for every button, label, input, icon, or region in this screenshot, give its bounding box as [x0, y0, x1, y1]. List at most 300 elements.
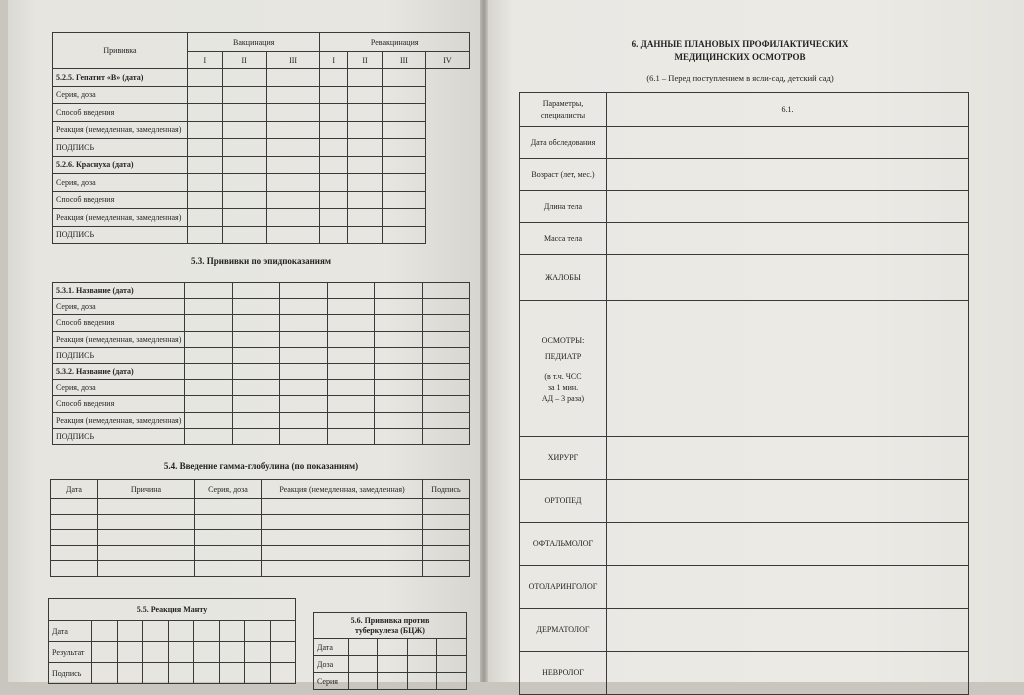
exam-row-label: Возраст (лет, мес.)	[520, 159, 607, 191]
row-label: Реакция (немедленная, замедленная)	[53, 412, 185, 428]
form-cell[interactable]	[232, 428, 279, 444]
form-cell[interactable]	[378, 656, 407, 673]
form-cell[interactable]	[188, 139, 223, 157]
form-cell[interactable]	[422, 428, 469, 444]
form-cell[interactable]	[51, 530, 98, 546]
form-cell[interactable]	[232, 396, 279, 412]
form-cell[interactable]	[194, 621, 220, 642]
form-cell[interactable]	[375, 412, 422, 428]
form-cell[interactable]	[327, 428, 374, 444]
form-row	[53, 174, 470, 192]
form-cell[interactable]	[245, 621, 271, 642]
form-cell[interactable]	[98, 545, 195, 561]
row-label: Результат	[49, 642, 92, 663]
form-cell[interactable]	[378, 673, 407, 690]
form-cell[interactable]	[375, 299, 422, 315]
gamma-header: Реакция (немедленная, замедленная)	[262, 480, 423, 499]
gamma-rows	[51, 499, 470, 577]
form-cell[interactable]	[188, 226, 223, 244]
form-cell[interactable]	[320, 139, 348, 157]
form-cell[interactable]	[348, 174, 383, 192]
form-row	[53, 396, 470, 412]
form-cell[interactable]	[117, 663, 143, 684]
form-cell[interactable]	[375, 428, 422, 444]
form-cell[interactable]	[423, 530, 470, 546]
form-cell[interactable]	[280, 347, 327, 363]
revac-col: I	[320, 52, 348, 69]
form-row	[53, 104, 470, 122]
form-cell[interactable]	[437, 656, 467, 673]
header-privivka: Прививка	[53, 33, 188, 69]
form-cell[interactable]	[266, 226, 320, 244]
exam-cell[interactable]	[607, 437, 969, 480]
specialist-label: ДЕРМАТОЛОГ	[520, 609, 607, 652]
form-row	[314, 673, 467, 690]
form-cell[interactable]	[219, 642, 245, 663]
form-cell[interactable]	[280, 315, 327, 331]
form-row	[53, 428, 470, 444]
form-cell[interactable]	[348, 121, 383, 139]
specialist-label: ХИРУРГ	[520, 437, 607, 480]
osmotry-line: АД – 3 раза)	[541, 394, 585, 403]
form-cell[interactable]	[51, 561, 98, 577]
form-cell[interactable]	[98, 530, 195, 546]
form-cell[interactable]	[375, 315, 422, 331]
form-cell[interactable]	[222, 139, 266, 157]
exam-cell[interactable]	[607, 566, 969, 609]
form-cell[interactable]	[320, 156, 348, 174]
form-cell[interactable]	[92, 663, 118, 684]
form-cell[interactable]	[375, 347, 422, 363]
form-cell[interactable]	[422, 363, 469, 379]
form-cell[interactable]	[188, 121, 223, 139]
form-cell[interactable]	[232, 412, 279, 428]
form-cell[interactable]	[222, 191, 266, 209]
form-cell[interactable]	[232, 363, 279, 379]
row-label: Способ введения	[53, 191, 188, 209]
form-cell[interactable]	[266, 104, 320, 122]
row-label: Способ введения	[53, 396, 185, 412]
header-params: Параметры, специалисты	[520, 93, 607, 127]
form-row	[53, 412, 470, 428]
form-row	[53, 139, 470, 157]
form-row	[53, 209, 470, 227]
form-row	[51, 545, 470, 561]
form-cell[interactable]	[348, 226, 383, 244]
form-cell[interactable]	[280, 299, 327, 315]
form-row	[53, 283, 470, 299]
form-row	[53, 299, 470, 315]
form-cell[interactable]	[423, 545, 470, 561]
gamma-header: Причина	[98, 480, 195, 499]
form-cell[interactable]	[320, 191, 348, 209]
row-label: 5.3.1. Название (дата)	[53, 283, 185, 299]
form-cell[interactable]	[327, 299, 374, 315]
bcg-title-line1: 5.6. Прививка против	[350, 615, 430, 625]
form-cell[interactable]	[188, 191, 223, 209]
row-label: ПОДПИСЬ	[53, 428, 185, 444]
form-row	[314, 639, 467, 656]
form-cell[interactable]	[383, 191, 426, 209]
row-label: Серия, доза	[53, 299, 185, 315]
form-cell[interactable]	[280, 412, 327, 428]
form-cell[interactable]	[407, 673, 436, 690]
form-cell[interactable]	[245, 642, 271, 663]
form-cell[interactable]	[422, 315, 469, 331]
form-cell[interactable]	[262, 530, 423, 546]
form-cell[interactable]	[185, 347, 232, 363]
form-cell[interactable]	[348, 104, 383, 122]
form-cell[interactable]	[195, 545, 262, 561]
row-label: Реакция (немедленная, замедленная)	[53, 121, 188, 139]
form-cell[interactable]	[280, 396, 327, 412]
osmotry-line: ПЕДИАТР	[544, 352, 582, 361]
form-cell[interactable]	[232, 380, 279, 396]
form-cell[interactable]	[422, 331, 469, 347]
form-cell[interactable]	[98, 561, 195, 577]
exam-row-label: Длина тела	[520, 191, 607, 223]
revac-col: IV	[425, 52, 469, 69]
form-cell[interactable]	[262, 499, 423, 515]
form-cell[interactable]	[383, 104, 426, 122]
form-cell[interactable]	[266, 139, 320, 157]
form-cell[interactable]	[232, 299, 279, 315]
epid-title: 5.3. Прививки по эпидпоказаниям	[191, 256, 331, 266]
form-cell[interactable]	[185, 299, 232, 315]
form-cell[interactable]	[232, 347, 279, 363]
form-cell[interactable]	[117, 642, 143, 663]
form-row	[49, 621, 296, 642]
form-cell[interactable]	[185, 363, 232, 379]
exam-cell[interactable]	[607, 223, 969, 255]
form-cell[interactable]	[232, 331, 279, 347]
row-label: Способ введения	[53, 315, 185, 331]
specialist-label: ОРТОПЕД	[520, 480, 607, 523]
form-cell[interactable]	[222, 174, 266, 192]
form-cell[interactable]	[143, 642, 169, 663]
form-cell[interactable]	[327, 412, 374, 428]
form-cell[interactable]	[349, 639, 378, 656]
row-label: 5.2.5. Гепатит «В» (дата)	[53, 69, 188, 87]
row-label: ПОДПИСЬ	[53, 347, 185, 363]
form-cell[interactable]	[270, 663, 296, 684]
row-label: Реакция (немедленная, замедленная)	[53, 209, 188, 227]
form-row	[53, 69, 470, 87]
form-cell[interactable]	[320, 121, 348, 139]
revac-col: II	[348, 52, 383, 69]
gamma-header: Дата	[51, 480, 98, 499]
form-cell[interactable]	[188, 104, 223, 122]
epid-table	[52, 282, 470, 445]
form-cell[interactable]	[262, 545, 423, 561]
form-cell[interactable]	[92, 621, 118, 642]
form-cell[interactable]	[219, 663, 245, 684]
exam-cell[interactable]	[607, 523, 969, 566]
right-subtitle: (6.1 – Перед поступлением в ясли-сад, детский сад)	[646, 73, 834, 83]
exam-cell[interactable]	[607, 609, 969, 652]
form-cell[interactable]	[188, 174, 223, 192]
form-cell[interactable]	[222, 209, 266, 227]
form-cell[interactable]	[222, 86, 266, 104]
form-cell[interactable]	[280, 428, 327, 444]
row-label: ПОДПИСЬ	[53, 139, 188, 157]
row-label: Серия, доза	[53, 86, 188, 104]
row-label: Дата	[314, 639, 349, 656]
form-cell[interactable]	[348, 209, 383, 227]
form-cell[interactable]	[266, 86, 320, 104]
row-label: Способ введения	[53, 104, 188, 122]
form-cell[interactable]	[185, 428, 232, 444]
form-cell[interactable]	[232, 283, 279, 299]
form-cell[interactable]	[195, 530, 262, 546]
row-label: Дата	[49, 621, 92, 642]
form-cell[interactable]	[327, 283, 374, 299]
form-cell[interactable]	[383, 174, 426, 192]
form-cell[interactable]	[143, 663, 169, 684]
form-row	[314, 656, 467, 673]
form-cell[interactable]	[185, 331, 232, 347]
form-row	[51, 499, 470, 515]
form-cell[interactable]	[375, 396, 422, 412]
form-cell[interactable]	[51, 499, 98, 515]
form-row	[51, 514, 470, 530]
form-row	[53, 226, 470, 244]
form-cell[interactable]	[423, 514, 470, 530]
form-cell[interactable]	[320, 209, 348, 227]
exam-row-label: ЖАЛОБЫ	[520, 255, 607, 301]
form-row	[51, 561, 470, 577]
epid-rows	[53, 283, 470, 445]
form-cell[interactable]	[327, 331, 374, 347]
form-cell[interactable]	[327, 396, 374, 412]
form-cell[interactable]	[320, 226, 348, 244]
form-cell[interactable]	[422, 396, 469, 412]
form-cell[interactable]	[422, 412, 469, 428]
form-cell[interactable]	[348, 191, 383, 209]
form-cell[interactable]	[327, 363, 374, 379]
form-row	[53, 121, 470, 139]
form-cell[interactable]	[280, 363, 327, 379]
form-cell[interactable]	[280, 283, 327, 299]
form-cell[interactable]	[422, 299, 469, 315]
form-cell[interactable]	[266, 174, 320, 192]
mantu-title: 5.5. Реакция Манту	[49, 599, 296, 621]
form-cell[interactable]	[280, 331, 327, 347]
form-cell[interactable]	[266, 156, 320, 174]
form-row	[49, 642, 296, 663]
form-cell[interactable]	[188, 86, 223, 104]
form-cell[interactable]	[375, 331, 422, 347]
row-label: Реакция (немедленная, замедленная)	[53, 331, 185, 347]
form-cell[interactable]	[185, 396, 232, 412]
right-title-1: 6. ДАННЫЕ ПЛАНОВЫХ ПРОФИЛАКТИЧЕСКИХ	[631, 39, 849, 49]
gamma-header: Серия, доза	[195, 480, 262, 499]
form-cell[interactable]	[168, 663, 194, 684]
row-label: Серия	[314, 673, 349, 690]
form-cell[interactable]	[383, 226, 426, 244]
bcg-title	[314, 613, 467, 639]
row-label: Серия, доза	[53, 380, 185, 396]
row-label: ПОДПИСЬ	[53, 226, 188, 244]
form-row	[53, 331, 470, 347]
exam-cell[interactable]	[607, 652, 969, 695]
form-cell[interactable]	[348, 139, 383, 157]
form-row	[53, 347, 470, 363]
form-cell[interactable]	[349, 656, 378, 673]
form-row	[53, 315, 470, 331]
form-cell[interactable]	[327, 315, 374, 331]
form-cell[interactable]	[195, 561, 262, 577]
form-cell[interactable]	[195, 514, 262, 530]
mantu-rows	[49, 621, 296, 684]
form-cell[interactable]	[222, 156, 266, 174]
row-label: Подпись	[49, 663, 92, 684]
form-cell[interactable]	[422, 380, 469, 396]
form-cell[interactable]	[143, 621, 169, 642]
form-cell[interactable]	[266, 69, 320, 87]
form-cell[interactable]	[92, 642, 118, 663]
gamma-table	[50, 479, 470, 577]
vac-col: I	[188, 52, 223, 69]
form-cell[interactable]	[98, 514, 195, 530]
revac-col: III	[383, 52, 426, 69]
form-cell[interactable]	[437, 639, 467, 656]
form-cell[interactable]	[222, 121, 266, 139]
bcg-title-line2: туберкулеза (БЦЖ)	[355, 625, 425, 635]
right-title-2: МЕДИЦИНСКИХ ОСМОТРОВ	[674, 52, 806, 62]
form-cell[interactable]	[222, 104, 266, 122]
form-row	[51, 530, 470, 546]
form-cell[interactable]	[407, 639, 436, 656]
form-cell[interactable]	[383, 86, 426, 104]
form-cell[interactable]	[348, 86, 383, 104]
header-vaccination: Вакцинация	[188, 33, 320, 52]
form-cell[interactable]	[245, 663, 271, 684]
exam-cell[interactable]	[607, 127, 969, 159]
form-cell[interactable]	[195, 499, 262, 515]
form-cell[interactable]	[188, 156, 223, 174]
form-cell[interactable]	[270, 642, 296, 663]
row-label: Серия, доза	[53, 174, 188, 192]
form-cell[interactable]	[194, 663, 220, 684]
form-cell[interactable]	[262, 514, 423, 530]
form-cell[interactable]	[266, 121, 320, 139]
form-cell[interactable]	[327, 380, 374, 396]
vac-col: II	[222, 52, 266, 69]
form-cell[interactable]	[185, 412, 232, 428]
form-cell[interactable]	[262, 561, 423, 577]
form-cell[interactable]	[422, 347, 469, 363]
form-cell[interactable]	[383, 121, 426, 139]
form-cell[interactable]	[188, 209, 223, 227]
form-cell[interactable]	[194, 642, 220, 663]
form-cell[interactable]	[348, 156, 383, 174]
specialist-label: ОТОЛАРИНГОЛОГ	[520, 566, 607, 609]
osmotry-line: (в т.ч. ЧСС	[544, 372, 582, 381]
exam-cell[interactable]	[607, 191, 969, 223]
form-cell[interactable]	[266, 209, 320, 227]
form-cell[interactable]	[280, 380, 327, 396]
osmotry-line: ОСМОТРЫ:	[541, 336, 585, 345]
form-cell[interactable]	[383, 156, 426, 174]
form-cell[interactable]	[320, 69, 348, 87]
form-cell[interactable]	[407, 656, 436, 673]
form-cell[interactable]	[348, 69, 383, 87]
specialist-label: НЕВРОЛОГ	[520, 652, 607, 695]
form-cell[interactable]	[219, 621, 245, 642]
exam-cell[interactable]	[607, 255, 969, 301]
form-cell[interactable]	[378, 639, 407, 656]
form-cell[interactable]	[185, 283, 232, 299]
osmotry-line: за 1 мин.	[547, 383, 579, 392]
row-label: Доза	[314, 656, 349, 673]
form-cell[interactable]	[185, 380, 232, 396]
book-gutter	[480, 0, 488, 682]
form-cell[interactable]	[222, 226, 266, 244]
row-label: 5.2.6. Краснуха (дата)	[53, 156, 188, 174]
form-cell[interactable]	[383, 209, 426, 227]
vaccination-table	[52, 32, 470, 244]
form-cell[interactable]	[117, 621, 143, 642]
form-cell[interactable]	[320, 174, 348, 192]
form-cell[interactable]	[383, 69, 426, 87]
form-cell[interactable]	[222, 69, 266, 87]
form-cell[interactable]	[320, 86, 348, 104]
form-cell[interactable]	[327, 347, 374, 363]
form-row	[53, 191, 470, 209]
form-cell[interactable]	[375, 283, 422, 299]
mantu-table	[48, 598, 296, 684]
form-cell[interactable]	[98, 499, 195, 515]
header-col: 6.1.	[607, 93, 969, 127]
exam-cell[interactable]	[607, 159, 969, 191]
form-row	[49, 663, 296, 684]
vaccination-rows	[53, 69, 470, 244]
exam-cell[interactable]	[607, 480, 969, 523]
form-cell[interactable]	[270, 621, 296, 642]
form-cell[interactable]	[51, 514, 98, 530]
form-cell[interactable]	[51, 545, 98, 561]
osmotry-label	[520, 301, 607, 437]
form-cell[interactable]	[188, 69, 223, 87]
gamma-header: Подпись	[423, 480, 470, 499]
form-cell[interactable]	[168, 621, 194, 642]
form-cell[interactable]	[266, 191, 320, 209]
exam-cell[interactable]	[607, 301, 969, 437]
form-cell[interactable]	[422, 283, 469, 299]
bcg-table	[313, 612, 467, 690]
form-cell[interactable]	[349, 673, 378, 690]
form-cell[interactable]	[375, 380, 422, 396]
form-cell[interactable]	[185, 315, 232, 331]
form-cell[interactable]	[423, 499, 470, 515]
form-cell[interactable]	[232, 315, 279, 331]
form-row	[53, 86, 470, 104]
vac-col: III	[266, 52, 320, 69]
exam-row-label: Масса тела	[520, 223, 607, 255]
form-cell[interactable]	[375, 363, 422, 379]
form-cell[interactable]	[437, 673, 467, 690]
form-row	[53, 380, 470, 396]
row-label: 5.3.2. Название (дата)	[53, 363, 185, 379]
form-cell[interactable]	[383, 139, 426, 157]
form-cell[interactable]	[320, 104, 348, 122]
form-row	[53, 363, 470, 379]
form-row	[53, 156, 470, 174]
form-cell[interactable]	[168, 642, 194, 663]
form-cell[interactable]	[423, 561, 470, 577]
specialist-label: ОФТАЛЬМОЛОГ	[520, 523, 607, 566]
